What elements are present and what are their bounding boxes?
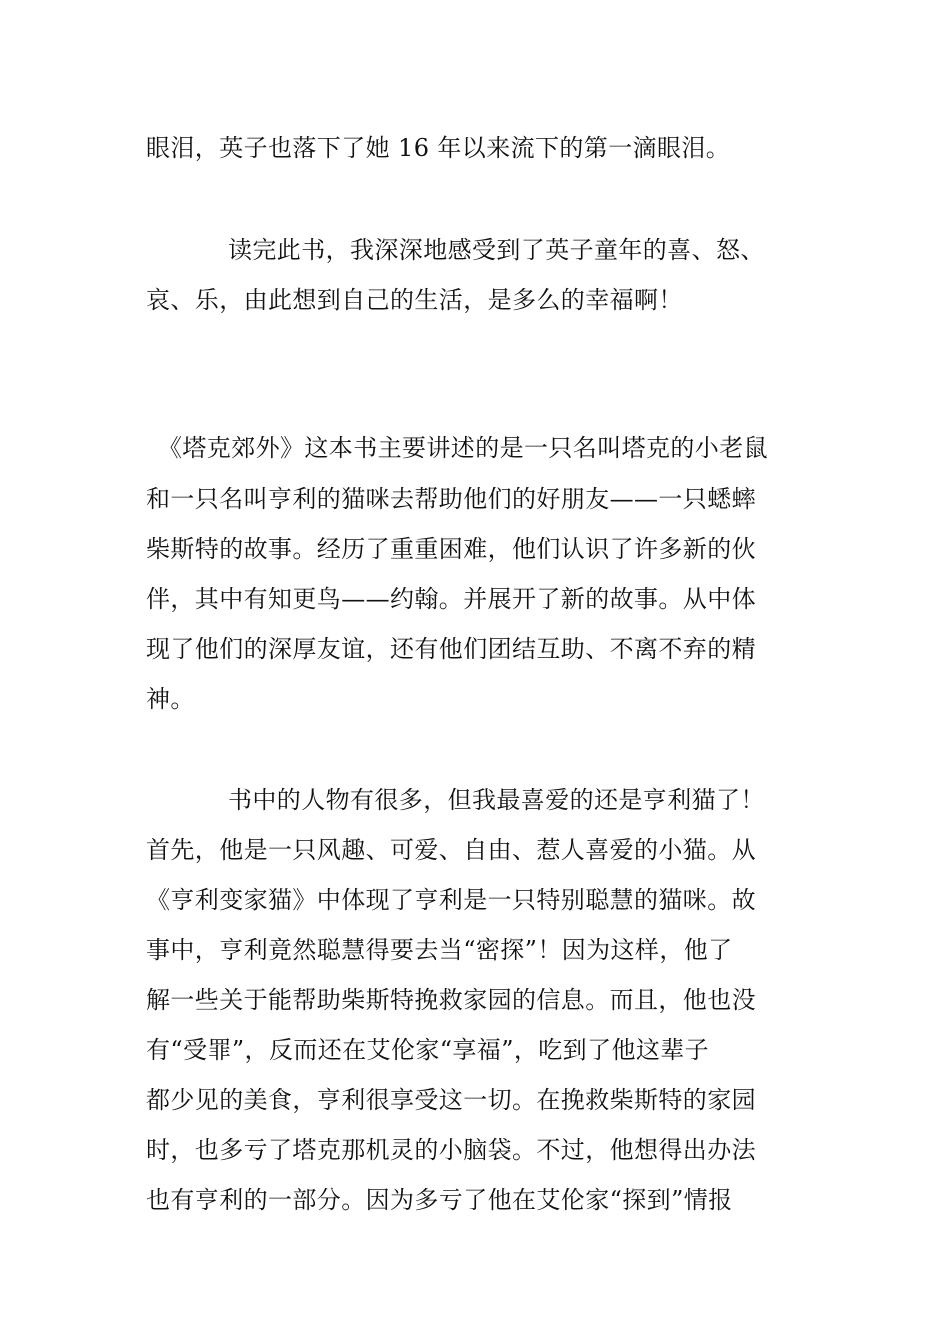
text-line: 《亨利变家猫》中体现了亨利是一只特别聪慧的猫咪。故 xyxy=(146,886,756,914)
text-line: 伴，其中有知更鸟——约翰。并展开了新的故事。从中体 xyxy=(146,585,756,613)
text-line: 神。 xyxy=(146,685,195,713)
text-line: 现了他们的深厚友谊，还有他们团结互助、不离不弃的精 xyxy=(146,635,756,663)
text-line: 首先，他是一只风趣、可爱、自由、惹人喜爱的小猫。从 xyxy=(146,836,756,864)
text-line: 《塔克郊外》这本书主要讲述的是一只名叫塔克的小老鼠 xyxy=(158,434,768,462)
text-line: 柴斯特的故事。经历了重重困难，他们认识了许多新的伙 xyxy=(146,535,756,563)
text-line: 哀、乐，由此想到自己的生活，是多么的幸福啊！ xyxy=(146,286,683,314)
text-line: 解一些关于能帮助柴斯特挽救家园的信息。而且，他也没 xyxy=(146,986,756,1014)
text-line: 事中，亨利竟然聪慧得要去当“密探”！因为这样，他了 xyxy=(146,936,733,964)
text-line: 时，也多亏了塔克那机灵的小脑袋。不过，他想得出办法 xyxy=(146,1136,756,1164)
text-line: 也有亨利的一部分。因为多亏了他在艾伦家“探到”情报 xyxy=(146,1186,733,1214)
text-line: 有“受罪”，反而还在艾伦家“享福”，吃到了他这辈子 xyxy=(146,1036,710,1064)
text-line: 书中的人物有很多，但我最喜爱的还是亨利猫了！ xyxy=(228,786,765,814)
text-line: 读完此书，我深深地感受到了英子童年的喜、怒、 xyxy=(228,236,765,264)
text-line: 和一只名叫亨利的猫咪去帮助他们的好朋友——一只蟋蟀 xyxy=(146,485,756,513)
text-line: 都少见的美食，亨利很享受这一切。在挽救柴斯特的家园 xyxy=(146,1086,756,1114)
text-line: 眼泪，英子也落下了她 16 年以来流下的第一滴眼泪。 xyxy=(146,134,731,162)
